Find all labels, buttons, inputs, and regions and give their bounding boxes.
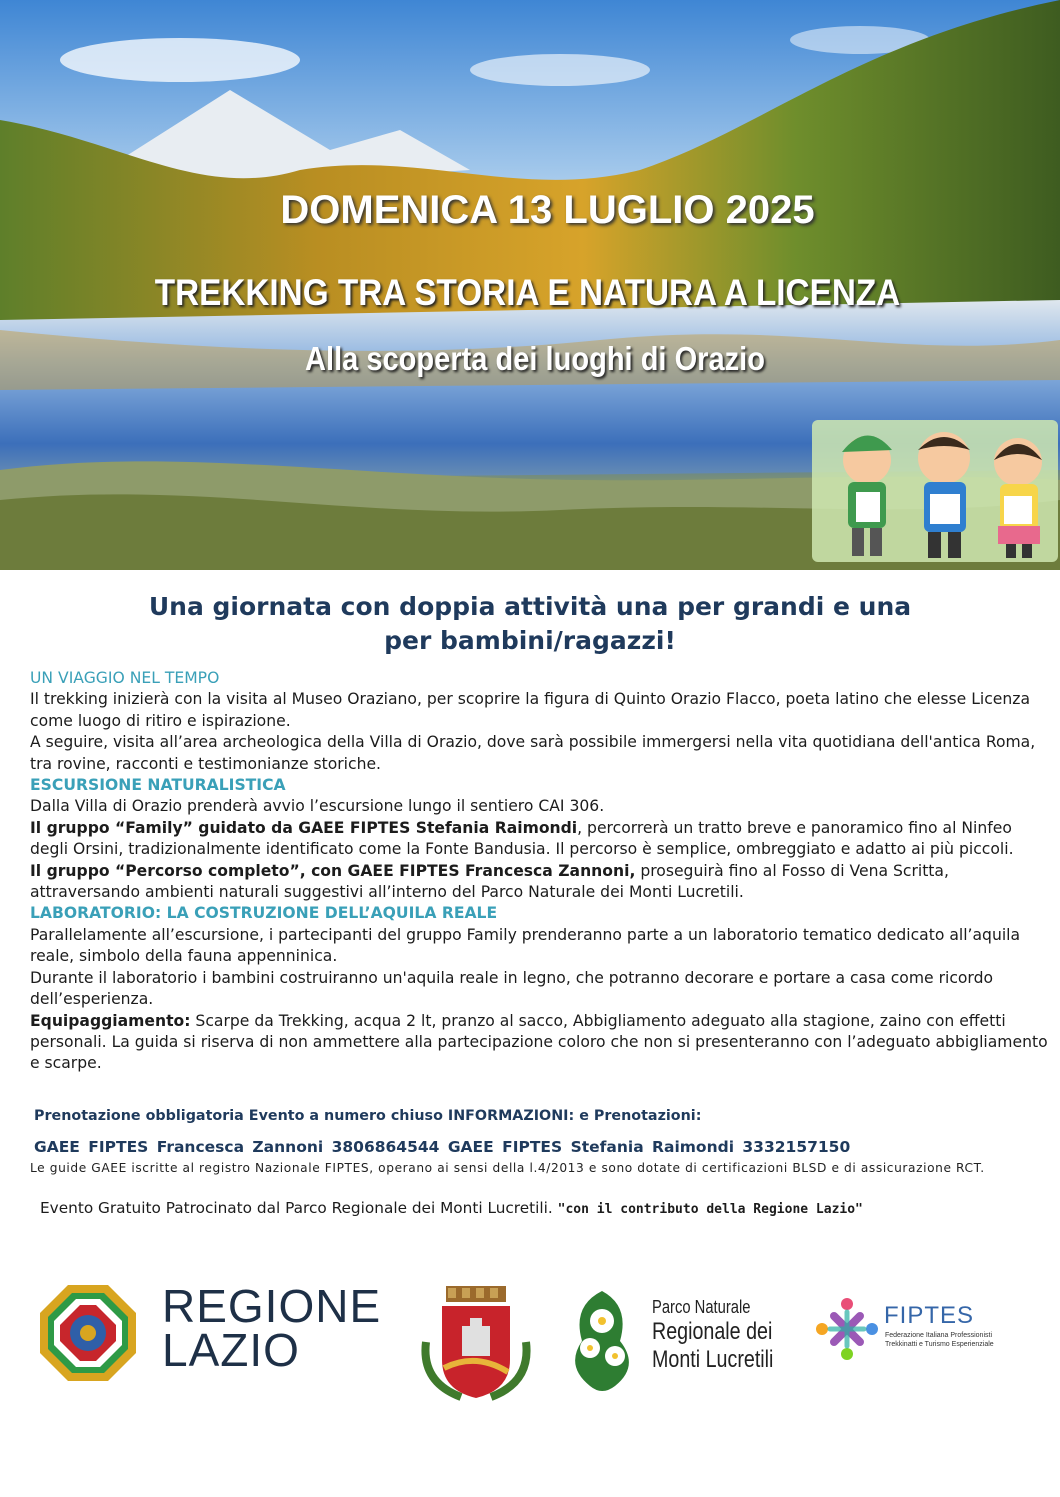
laboratorio-paragraph-2: Durante il laboratorio i bambini costruiranno un'aquila reale in legno, che potranno decorare e portare a casa come ricordo dell’esperienza. bbox=[30, 968, 994, 1009]
laboratorio-paragraph-1: Parallelamente all’escursione, i partecipanti del gruppo Family prenderanno parte a un laboratorio tematico dedicato all’aquila reale, simbolo della fauna appenninica. bbox=[30, 925, 1021, 966]
headline bbox=[40, 590, 1020, 658]
parco-lucretili-wordmark bbox=[652, 1296, 773, 1374]
equipment-text: Scarpe da Trekking, acqua 2 lt, pranzo al sacco, Abbigliamento adeguato alla stagione, zaino con effetti personali. La guida si riserva di non ammettere alla partecipazione coloro che non si presenteranno con l’adeguato abbigliamento e scarpe. bbox=[30, 1011, 1048, 1073]
legal-notice: Le guide GAEE iscritte al registro Nazionale FIPTES, operano ai sensi della l.4/2013 e sono dotate di certificazioni BLSD e di assicurazione RCT. bbox=[30, 1161, 985, 1175]
children-hikers-illustration bbox=[812, 420, 1058, 562]
fiptes-people-icon bbox=[814, 1296, 880, 1362]
escursione-paragraph-1: Dalla Villa di Orazio prenderà avvio l’escursione lungo il sentiero CAI 306. bbox=[30, 797, 605, 816]
fiptes-tagline: Federazione Italiana Professionisti Trekkinatti e Turismo Esperienziale bbox=[885, 1332, 994, 1348]
fiptes-name: FIPTES bbox=[884, 1302, 975, 1329]
event-title: TREKKING TRA STORIA E NATURA A LICENZA bbox=[154, 272, 901, 313]
event-description bbox=[28, 668, 1048, 1075]
family-group-paragraph bbox=[28, 818, 1048, 861]
full-route-lead: Il gruppo “Percorso completo”, con GAEE FIPTES Francesca Zannoni, bbox=[30, 861, 636, 880]
parco-line-1: Parco Naturale bbox=[652, 1297, 751, 1317]
booking-info bbox=[34, 1108, 1034, 1156]
regione-lazio-wordmark bbox=[162, 1280, 382, 1376]
regione-lazio-line-2: LAZIO bbox=[162, 1324, 300, 1376]
regione-lazio-line-1: REGIONE bbox=[162, 1280, 382, 1332]
regione-lazio-emblem-icon bbox=[38, 1283, 138, 1383]
section-heading-escursione: ESCURSIONE NATURALISTICA bbox=[30, 776, 286, 795]
section-heading-laboratorio: LABORATORIO: LA COSTRUZIONE DELL’AQUILA REALE bbox=[30, 904, 498, 923]
guide-phone-numbers: GAEE FIPTES Francesca Zannoni 3806864544 GAEE FIPTES Stefania Raimondi 3332157150 bbox=[34, 1138, 851, 1156]
equipment-paragraph bbox=[28, 1011, 1048, 1075]
equipment-label: Equipaggiamento: bbox=[30, 1011, 191, 1030]
parco-line-3: Monti Lucretili bbox=[652, 1346, 774, 1373]
headline-line-2: per bambini/ragazzi! bbox=[384, 626, 676, 655]
family-group-lead: Il gruppo “Family” guidato da GAEE FIPTES Stefania Raimondi bbox=[30, 818, 578, 837]
regional-contribution: "con il contributo della Regione Lazio" bbox=[557, 1202, 863, 1217]
headline-line-1: Una giornata con doppia attività una per grandi e una bbox=[148, 592, 912, 621]
full-route-text: proseguirà fino al Fosso di Vena Scritta, attraversando ambienti naturali suggestivi all’interno del Parco Naturale dei Monti Lucretili. bbox=[30, 861, 949, 902]
viaggio-paragraph-2: A seguire, visita all’area archeologica della Villa di Orazio, dove sarà possibile immergersi nella vita quotidiana dell'antica Roma, tra rovine, racconti e testimonianze storiche. bbox=[30, 733, 1036, 773]
comune-licenza-crest-icon bbox=[416, 1282, 536, 1402]
event-subtitle: Alla scoperta dei luoghi di Orazio bbox=[305, 340, 765, 377]
booking-notice: Prenotazione obbligatoria Evento a numero chiuso INFORMAZIONI: e Prenotazioni: bbox=[34, 1108, 702, 1124]
sponsorship-text: Evento Gratuito Patrocinato dal Parco Regionale dei Monti Lucretili. bbox=[40, 1199, 558, 1217]
section-heading-viaggio: UN VIAGGIO NEL TEMPO bbox=[30, 669, 220, 687]
full-route-paragraph bbox=[28, 861, 1048, 904]
parco-line-2: Regionale dei bbox=[652, 1318, 773, 1345]
hero-banner bbox=[0, 0, 1060, 570]
family-group-text: , percorrerà un tratto breve e panoramico fino al Ninfeo degli Orsini, tradizionalmente identificato come la Fonte Bandusia. Il percorso è semplice, ombreggiato e adatto ai più piccoli. bbox=[30, 818, 1014, 859]
event-date: DOMENICA 13 LUGLIO 2025 bbox=[280, 188, 815, 232]
viaggio-paragraph-1: Il trekking inizierà con la visita al Museo Oraziano, per scoprire la figura di Quinto Orazio Flacco, poeta latino che elesse Licenza come luogo di ritiro e ispirazione. bbox=[30, 690, 1031, 730]
sponsorship-line bbox=[40, 1199, 1030, 1217]
parco-lucretili-flower-icon bbox=[560, 1286, 644, 1396]
